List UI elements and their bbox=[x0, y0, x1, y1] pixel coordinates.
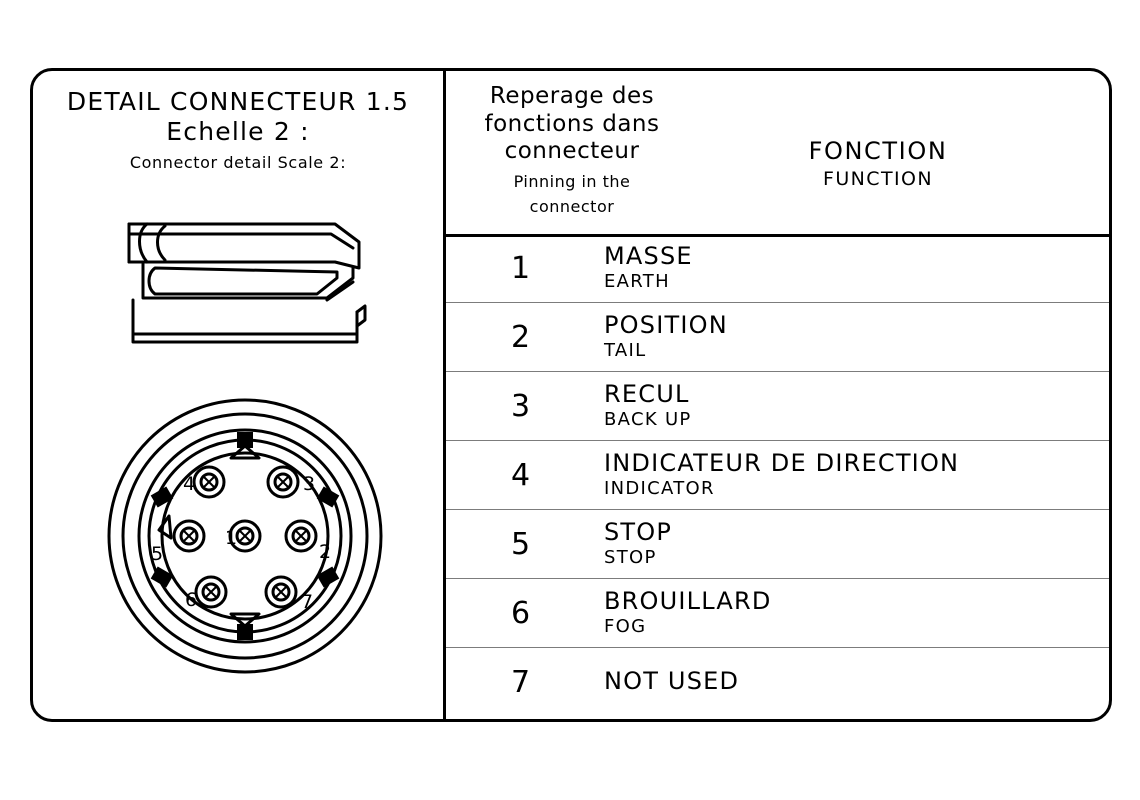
left-panel bbox=[33, 71, 443, 719]
row-pin-number: 7 bbox=[510, 664, 532, 700]
table-header-pin bbox=[446, 83, 698, 217]
row-function bbox=[596, 589, 772, 637]
row-function-en: EARTH bbox=[604, 271, 670, 293]
left-panel-title-fr-line2: Echelle 2 : bbox=[166, 116, 310, 146]
row-function-fr: INDICATEUR DE DIRECTION bbox=[604, 449, 960, 478]
connector-side-view-icon bbox=[121, 216, 376, 361]
table-row bbox=[446, 303, 1109, 372]
row-pin-number: 5 bbox=[510, 526, 532, 562]
table-row bbox=[446, 579, 1109, 648]
connector-face-view-icon bbox=[105, 396, 385, 676]
pin-number-5: 5 bbox=[151, 543, 164, 565]
table-row bbox=[446, 510, 1109, 579]
pin-number-7: 7 bbox=[301, 591, 314, 613]
function-table bbox=[446, 71, 1109, 719]
header-pin-en-line1: Pinning in the bbox=[513, 171, 631, 191]
row-function bbox=[596, 244, 693, 292]
header-function-en: FUNCTION bbox=[823, 168, 933, 190]
left-panel-subtitle-en: Connector detail Scale 2: bbox=[129, 153, 347, 172]
row-function-en: INDICATOR bbox=[604, 478, 715, 500]
row-function bbox=[596, 451, 959, 499]
row-function-fr: BROUILLARD bbox=[604, 587, 772, 616]
row-pin-number: 3 bbox=[510, 388, 532, 424]
pin-number-1: 1 bbox=[225, 527, 238, 549]
row-function-fr: POSITION bbox=[604, 311, 728, 340]
row-function-en: FOG bbox=[604, 616, 647, 638]
row-pin-number: 1 bbox=[510, 250, 532, 286]
table-row bbox=[446, 234, 1109, 303]
header-pin-fr-line2: fonctions dans bbox=[484, 110, 660, 137]
row-function-en: TAIL bbox=[604, 340, 647, 362]
row-function-fr: NOT USED bbox=[604, 667, 740, 696]
row-function-fr: RECUL bbox=[604, 380, 690, 409]
header-function-fr: FONCTION bbox=[808, 137, 948, 165]
pin-number-2: 2 bbox=[319, 541, 332, 563]
pin-number-6: 6 bbox=[185, 589, 198, 611]
row-function bbox=[596, 313, 728, 361]
row-function-fr: MASSE bbox=[604, 242, 693, 271]
row-function bbox=[596, 382, 692, 430]
table-header-row bbox=[446, 71, 1109, 234]
row-function-fr: STOP bbox=[604, 518, 673, 547]
table-header-function bbox=[698, 137, 1058, 190]
table-row bbox=[446, 441, 1109, 510]
pin-number-4: 4 bbox=[183, 473, 196, 495]
row-pin-number: 2 bbox=[510, 319, 532, 355]
table-row bbox=[446, 372, 1109, 441]
header-pin-fr-line1: Reperage des bbox=[489, 83, 655, 109]
row-pin-number: 6 bbox=[510, 595, 532, 631]
row-function bbox=[596, 669, 739, 695]
header-pin-fr-line3: connecteur bbox=[504, 138, 640, 165]
connector-detail-sheet bbox=[30, 68, 1112, 722]
left-panel-title-fr-line1: DETAIL CONNECTEUR 1.5 bbox=[66, 87, 410, 116]
table-row bbox=[446, 648, 1109, 716]
row-function-en: BACK UP bbox=[604, 409, 692, 431]
header-pin-en-line2: connector bbox=[529, 197, 615, 217]
pin-number-3: 3 bbox=[303, 473, 316, 495]
row-function bbox=[596, 520, 672, 568]
row-pin-number: 4 bbox=[510, 457, 532, 493]
row-function-en: STOP bbox=[604, 547, 657, 569]
